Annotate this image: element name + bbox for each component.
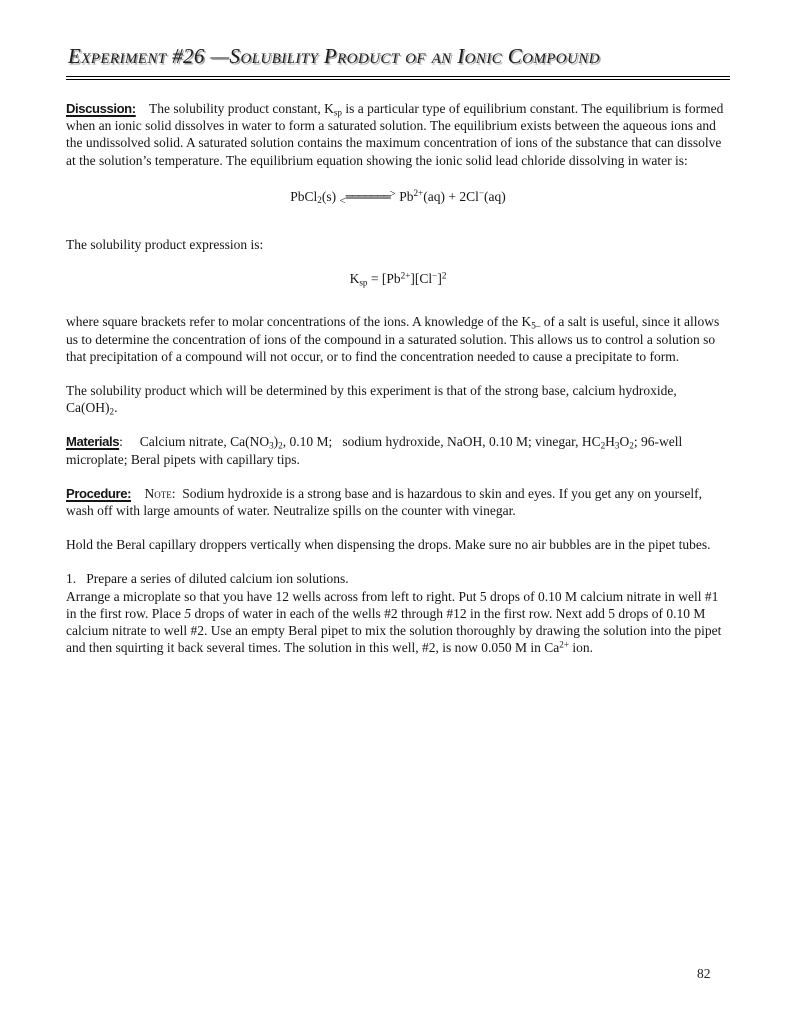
step1-title: 1. Prepare a series of diluted calcium ion solutions. [66,571,349,587]
experiment-title: Experiment #26 —Solubility Product of an Ionic Compound [66,44,730,80]
procedure-note-paragraph: Procedure: Note: Sodium hydroxide is a strong base and is hazardous to skin and eyes. If you get any on yourself, wash off with large amounts of water. Neutralize spills on the counter with vinegar. [66,485,702,519]
ksp-expression: $K_{sp} = [Pb^{2+}][Cl^-]^2$ [349,270,447,288]
page-number: 82 [697,966,711,981]
determined-paragraph: The solubility product which will be determined by this experiment is that of the strong base, calcium hydroxide, $Ca(OH)_2$. [66,383,677,417]
page-content [66,44,730,673]
discussion-paragraph: Discussion: The solubility product constant, $K_{sp}$ is a particular type of equilibrium constant. The equilibrium is formed when an ionic solid dissolves in water to form a saturated solution. The equilibrium exists between the aqueous ions and the undissolved solid. A saturated solution contains the maximum concentration of ions of the substance that can dissolve at the solution’s temperature. The equilibrium equation showing the ionic solid lead chloride dissolving in water is: [66,101,724,168]
step1-body: Arrange a microplate so that you have 12 wells across from left to right. Put 5 drops of 0.10 M calcium nitrate in well #1 in the first row. Place 5 drops of water in each of the wells #2 through #12 in the first row. Next add 5 drops of 0.10 M calcium nitrate to well #2. Use an empty Beral pipet to mix the solution thoroughly by drawing the solution into the pipet and then squirting it back several times. The solution in this well, #2, is now 0.050 M in $Ca^{2+}$ ion. [66,588,722,656]
equilibrium-equation: PbCl$_2$(s) $_<$═══════> $Pb^{2+}(aq) + 2Cl^-(aq)$ [290,187,506,207]
materials-paragraph: Materials: Calcium nitrate, $Ca(NO_3)_2$, 0.10 M; sodium hydroxide, NaOH, 0.10 M; vinegar, $HC_2H_3O_2$; 96-well microplate; Beral pipets with capillary tips. [66,434,683,467]
hold-droppers-paragraph: Hold the Beral capillary droppers vertically when dispensing the drops. Make sure no air bubbles are in the pipet tubes. [66,537,711,553]
expression-intro-paragraph: The solubility product expression is: [66,237,264,253]
brackets-paragraph: where square brackets refer to molar concentrations of the ions. A knowledge of the $K_{5-}$ of a salt is useful, since it allows us to determine the concentration of ions of the compound in a saturated solution. This allows us to control a solution so that precipitation of a compound will not occur, or to find the concentration needed to cause a precipitate to form. [66,314,720,364]
